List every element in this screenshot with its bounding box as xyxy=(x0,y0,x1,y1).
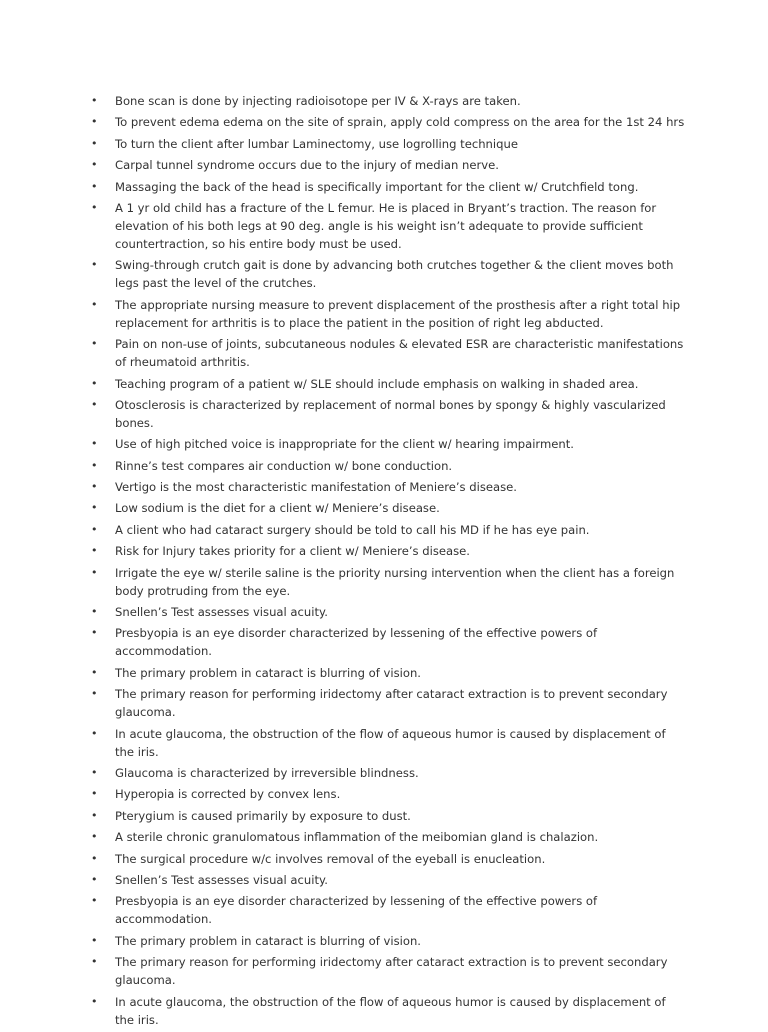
bullet-icon: • xyxy=(91,933,98,947)
list-item xyxy=(88,113,688,131)
bullet-icon: • xyxy=(91,397,98,411)
bullet-icon: • xyxy=(91,376,98,390)
list-item xyxy=(88,685,688,721)
list-item xyxy=(88,478,688,496)
bullet-icon: • xyxy=(91,605,98,619)
list-item xyxy=(88,135,688,153)
list-item-text: Risk for Injury takes priority for a client w/ Meniere’s disease. xyxy=(115,544,470,559)
list-item xyxy=(88,850,688,868)
list-item-text: Massaging the back of the head is specifically important for the client w/ Crutchfield tong. xyxy=(115,179,639,194)
list-item-text: Presbyopia is an eye disorder characterized by lessening of the effective powers of accommodation. xyxy=(115,626,598,659)
list-item-text: The primary reason for performing iridectomy after cataract extraction is to prevent secondary glaucoma. xyxy=(115,955,668,988)
list-item xyxy=(88,396,688,432)
list-item xyxy=(88,993,688,1029)
list-item-text: In acute glaucoma, the obstruction of the flow of aqueous humor is caused by displacement of the iris. xyxy=(115,994,666,1027)
bullet-icon: • xyxy=(91,337,98,351)
bullet-icon: • xyxy=(91,258,98,272)
list-item xyxy=(88,603,688,621)
list-item-text: Rinne’s test compares air conduction w/ bone conduction. xyxy=(115,458,453,473)
list-item-text: The surgical procedure w/c involves removal of the eyeball is enucleation. xyxy=(115,851,546,866)
list-item-text: Otosclerosis is characterized by replacement of normal bones by spongy & highly vascularized bones. xyxy=(115,397,666,430)
bullet-icon: • xyxy=(91,787,98,801)
list-item xyxy=(88,335,688,371)
list-item-text: Irrigate the eye w/ sterile saline is the priority nursing intervention when the client has a foreign body protruding from the eye. xyxy=(115,565,675,598)
bullet-icon: • xyxy=(91,200,98,214)
list-item-text: Glaucoma is characterized by irreversible blindness. xyxy=(115,765,419,780)
bullet-icon: • xyxy=(91,179,98,193)
bullet-icon: • xyxy=(91,522,98,536)
list-item-text: Pain on non-use of joints, subcutaneous nodules & elevated ESR are characteristic manifestations of rheumatoid arthritis. xyxy=(115,337,684,370)
bullet-icon: • xyxy=(91,136,98,150)
list-item xyxy=(88,435,688,453)
list-item xyxy=(88,785,688,803)
bullet-icon: • xyxy=(91,437,98,451)
list-item xyxy=(88,953,688,989)
bullet-icon: • xyxy=(91,765,98,779)
bullet-icon: • xyxy=(91,94,98,107)
list-item-text: Carpal tunnel syndrome occurs due to the injury of median nerve. xyxy=(115,158,499,173)
list-item-text: Use of high pitched voice is inappropriate for the client w/ hearing impairment. xyxy=(115,437,574,452)
bullet-icon: • xyxy=(91,894,98,908)
list-item xyxy=(88,92,688,110)
bullet-icon: • xyxy=(91,501,98,515)
list-item-text: The primary problem in cataract is blurring of vision. xyxy=(115,665,421,680)
bullet-icon: • xyxy=(91,565,98,579)
list-item-text: The primary reason for performing iridectomy after cataract extraction is to prevent secondary glaucoma. xyxy=(115,687,668,720)
list-item-text: Snellen’s Test assesses visual acuity. xyxy=(115,605,328,620)
bullet-icon: • xyxy=(91,158,98,172)
bullet-icon: • xyxy=(91,830,98,844)
bullet-list xyxy=(88,92,688,1032)
bullet-icon: • xyxy=(91,297,98,311)
list-item xyxy=(88,542,688,560)
list-item-text: Presbyopia is an eye disorder characterized by lessening of the effective powers of accommodation. xyxy=(115,894,598,927)
list-item xyxy=(88,871,688,889)
list-item xyxy=(88,725,688,761)
list-item xyxy=(88,256,688,292)
list-item-text: Swing-through crutch gait is done by advancing both crutches together & the client moves both legs past the level of the crutches. xyxy=(115,258,674,291)
list-item-text: The appropriate nursing measure to prevent displacement of the prosthesis after a right total hip replacement for arthritis is to place the patient in the position of right leg abducted. xyxy=(115,297,681,330)
list-item xyxy=(88,457,688,475)
list-item-text: The primary problem in cataract is blurring of vision. xyxy=(115,933,421,948)
bullet-icon: • xyxy=(91,872,98,886)
list-item xyxy=(88,296,688,332)
bullet-icon: • xyxy=(91,458,98,472)
list-item xyxy=(88,564,688,600)
list-item xyxy=(88,828,688,846)
list-item-text: A sterile chronic granulomatous inflammation of the meibomian gland is chalazion. xyxy=(115,830,599,845)
bullet-icon: • xyxy=(91,687,98,701)
list-item xyxy=(88,521,688,539)
bullet-icon: • xyxy=(91,544,98,558)
list-item-text: Snellen’s Test assesses visual acuity. xyxy=(115,872,328,887)
list-item-text: Vertigo is the most characteristic manifestation of Meniere’s disease. xyxy=(115,480,517,495)
bullet-icon: • xyxy=(91,480,98,494)
bullet-icon: • xyxy=(91,115,98,129)
list-item-text: Pterygium is caused primarily by exposure to dust. xyxy=(115,808,411,823)
list-item xyxy=(88,199,688,253)
list-item-text: A client who had cataract surgery should be told to call his MD if he has eye pain. xyxy=(115,522,590,537)
list-item xyxy=(88,375,688,393)
bullet-icon: • xyxy=(91,851,98,865)
list-item xyxy=(88,932,688,950)
list-item-text: To turn the client after lumbar Laminectomy, use logrolling technique xyxy=(115,136,518,151)
list-item xyxy=(88,499,688,517)
list-item xyxy=(88,624,688,660)
list-item xyxy=(88,764,688,782)
bullet-icon: • xyxy=(91,626,98,640)
list-item-text: A 1 yr old child has a fracture of the L femur. He is placed in Bryant’s traction. The reason for elevation of his both legs at 90 deg. angle is his weight isn’t adequate to provide sufficient countertraction, so his entire body must be used. xyxy=(115,200,657,251)
list-item xyxy=(88,178,688,196)
list-item xyxy=(88,156,688,174)
bullet-icon: • xyxy=(91,955,98,969)
list-item xyxy=(88,807,688,825)
bullet-icon: • xyxy=(91,808,98,822)
bullet-icon: • xyxy=(91,994,98,1008)
list-item-text: Bone scan is done by injecting radioisotope per IV & X-rays are taken. xyxy=(115,94,521,108)
list-item-text: To prevent edema edema on the site of sprain, apply cold compress on the area for the 1st 24 hrs xyxy=(115,115,685,130)
list-item-text: Low sodium is the diet for a client w/ Meniere’s disease. xyxy=(115,501,440,516)
bullet-icon: • xyxy=(91,726,98,740)
bullet-icon: • xyxy=(91,665,98,679)
list-item-text: Teaching program of a patient w/ SLE should include emphasis on walking in shaded area. xyxy=(115,376,639,391)
list-item xyxy=(88,892,688,928)
list-item-text: In acute glaucoma, the obstruction of the flow of aqueous humor is caused by displacement of the iris. xyxy=(115,726,666,759)
list-item-text: Hyperopia is corrected by convex lens. xyxy=(115,787,341,802)
list-item xyxy=(88,664,688,682)
